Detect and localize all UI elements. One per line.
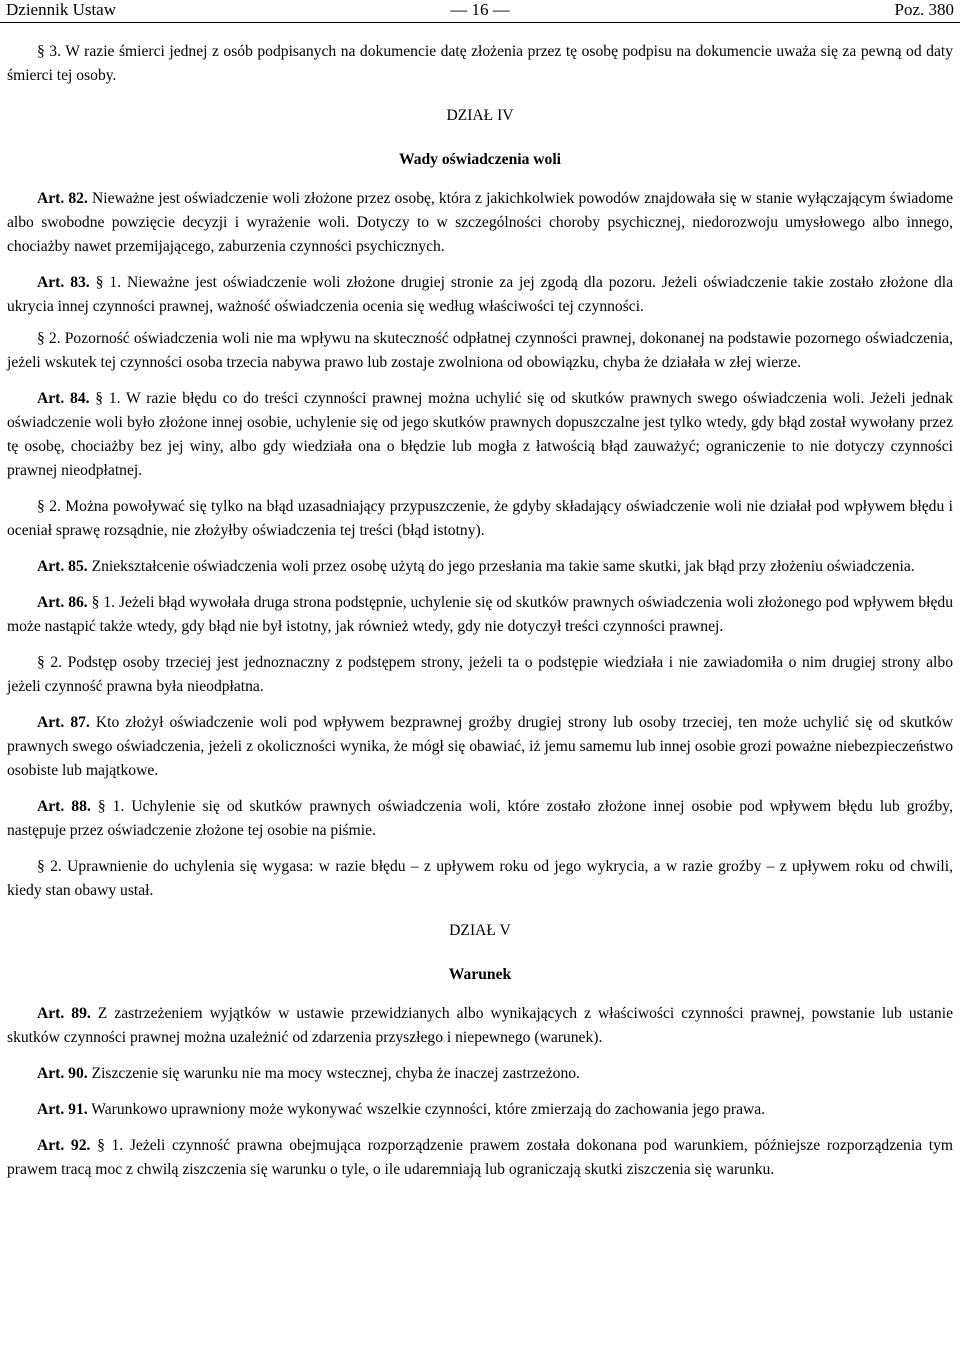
article-number: Art. 90. <box>37 1065 88 1082</box>
article-number: Art. 89. <box>37 1005 91 1022</box>
article-text: § 1. Jeżeli błąd wywołała druga strona podstępnie, uchylenie się od skutków prawnych oświadczenia woli złożonego pod wpływem błędu może nastąpić także wtedy, gdy błąd nie był istotny, jak również wtedy, gdy nie dotyczył treści czynności prawnej. <box>7 594 953 635</box>
document-body <box>7 40 953 1182</box>
article-text: Z zastrzeżeniem wyjątków w ustawie przewidzianych albo wynikających z właściwości czynności prawnej, powstanie lub ustanie skutków czynności prawnej można uzależnić od zdarzenia przyszłego i niepewnego (warunek). <box>7 1005 953 1046</box>
article-88-p2: § 2. Uprawnienie do uchylenia się wygasa: w razie błędu – z upływem roku od jego wykrycia, a w razie groźby – z upływem roku od chwili, kiedy stan obawy ustał. <box>7 858 953 899</box>
article-text: Zniekształcenie oświadczenia woli przez osobę użytą do jego przesłania ma takie same skutki, jak błąd przy złożeniu oświadczenia. <box>87 558 915 575</box>
article-92 <box>7 1134 953 1182</box>
page-number: — 16 — <box>450 0 510 19</box>
article-91 <box>7 1098 953 1122</box>
article-text: Ziszczenie się warunku nie ma mocy wstecznej, chyba że inaczej zastrzeżono. <box>87 1065 580 1082</box>
article-90 <box>7 1062 953 1086</box>
article-text: § 1. Uchylenie się od skutków prawnych oświadczenia woli, które zostało złożone innej osobie pod wpływem błędu lub groźby, następuje przez oświadczenie złożone tej osobie na piśmie. <box>7 798 953 839</box>
article-86-p1 <box>7 591 953 639</box>
section-subtitle-iv: Wady oświadczenia woli <box>398 151 561 168</box>
article-number: Art. 87. <box>37 714 90 731</box>
article-84-p2: § 2. Można powoływać się tylko na błąd uzasadniający przypuszczenie, że gdyby składający oświadczenie woli nie działał pod wpływem błędu i oceniał sprawę rozsądnie, nie złożyłby oświadczenia tej treści (błąd istotny). <box>7 498 953 539</box>
article-number: Art. 82. <box>37 190 88 207</box>
article-text: § 1. W razie błędu co do treści czynności prawnej można uchylić się od skutków prawnych swego oświadczenia woli. Jeżeli jednak oświadczenie woli było złożone innej osobie, uchylenie się od jego skutków prawnych dopuszczalne jest tylko wtedy, gdy błąd został wywołany przez tę osobę, chociażby bez jej winy, albo gdy wiedziała ona o błędzie lub mogła z łatwością błąd zauważyć; ograniczenie to nie dotyczy czynności prawnej nieodpłatnej. <box>7 390 953 479</box>
section-title-v: DZIAŁ V <box>449 922 511 939</box>
page-header <box>0 0 960 23</box>
article-text: Nieważne jest oświadczenie woli złożone przez osobę, która z jakichkolwiek powodów znajdowała się w stanie wyłączającym świadome albo swobodne powzięcie decyzji i wyrażenie woli. Dotyczy to w szczególności choroby psychicznej, niedorozwoju umysłowego albo innego, chociażby nawet przemijającego, zaburzenia czynności psychicznych. <box>7 190 953 255</box>
article-text: Warunkowo uprawniony może wykonywać wszelkie czynności, które zmierzają do zachowania jego prawa. <box>87 1101 766 1118</box>
article-text: Kto złożył oświadczenie woli pod wpływem bezprawnej groźby drugiej strony lub osoby trzeciej, ten może uchylić się od skutków prawnych swego oświadczenia, jeżeli z okoliczności wynika, że mógł się obawiać, iż jemu samemu lub innej osobie grozi poważne niebezpieczeństwo osobiste lub majątkowe. <box>7 714 953 779</box>
article-number: Art. 85. <box>37 558 88 575</box>
article-number: Art. 83. <box>37 274 90 291</box>
article-84-p1 <box>7 387 953 483</box>
article-text: § 1. Jeżeli czynność prawna obejmująca rozporządzenie prawem została dokonana pod warunkiem, późniejsze rozporządzenia tym prawem tracą moc z chwilą ziszczenia się warunku o tyle, o ile udaremniają lub ograniczają skutki ziszczenia się warunku. <box>7 1137 953 1178</box>
journal-name: Dziennik Ustaw <box>6 0 117 19</box>
article-83-p1 <box>7 271 953 319</box>
article-number: Art. 91. <box>37 1101 88 1118</box>
article-number: Art. 86. <box>37 594 88 611</box>
article-number: Art. 92. <box>37 1137 91 1154</box>
article-85 <box>7 555 953 579</box>
section-title-iv: DZIAŁ IV <box>446 107 514 124</box>
article-86-p2: § 2. Podstęp osoby trzeciej jest jednoznaczny z podstępem strony, jeżeli ta o podstępie wiedziała i nie zawiadomiła o nim drugiej strony albo jeżeli czynność prawna była nieodpłatna. <box>7 654 953 695</box>
position-number: Poz. 380 <box>894 0 954 19</box>
section-subtitle-v: Warunek <box>448 966 512 983</box>
article-87 <box>7 711 953 783</box>
paragraph-3: § 3. W razie śmierci jednej z osób podpisanych na dokumencie datę złożenia przez tę osobę podpisu na dokumencie uważa się za pewną od daty śmierci tej osoby. <box>7 43 953 84</box>
article-88-p1 <box>7 795 953 843</box>
article-number: Art. 84. <box>37 390 90 407</box>
article-82 <box>7 187 953 259</box>
article-text: § 1. Nieważne jest oświadczenie woli złożone drugiej stronie za jej zgodą dla pozoru. Jeżeli oświadczenie takie zostało złożone dla ukrycia innej czynności prawnej, ważność oświadczenia ocenia się według właściwości tej czynności. <box>7 274 953 315</box>
article-89 <box>7 1002 953 1050</box>
article-number: Art. 88. <box>37 798 91 815</box>
article-83-p2: § 2. Pozorność oświadczenia woli nie ma wpływu na skuteczność odpłatnej czynności prawnej, dokonanej na podstawie pozornego oświadczenia, jeżeli wskutek tej czynności osoba trzecia nabywa prawo lub zostaje zwolniona od obowiązku, chyba że działała w złej wierze. <box>7 330 953 371</box>
